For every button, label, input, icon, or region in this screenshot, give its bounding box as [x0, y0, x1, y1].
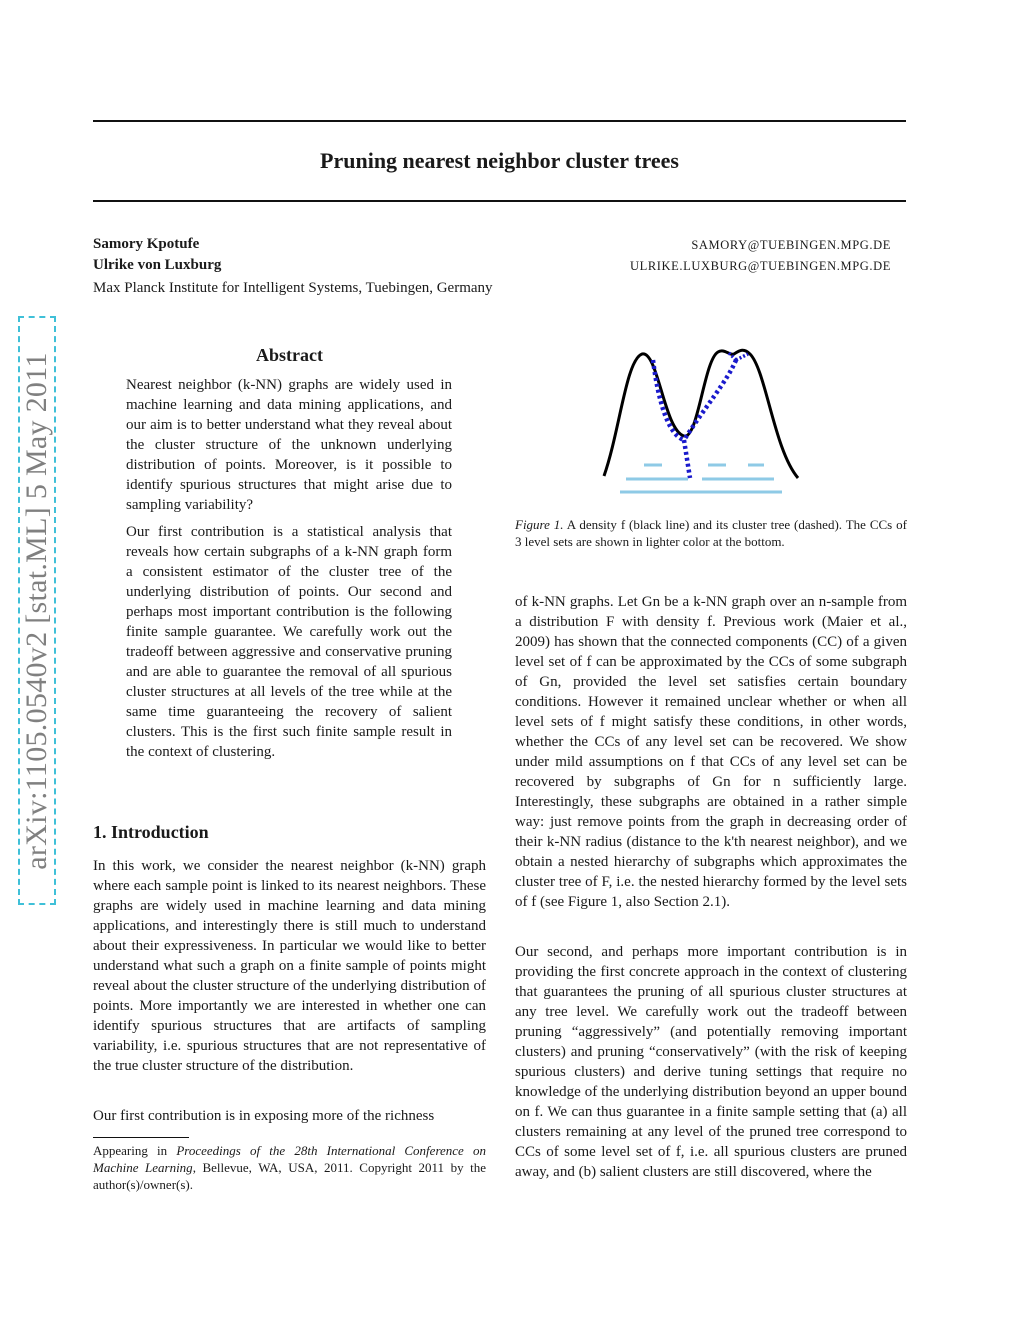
cluster-tree-left-branch — [653, 360, 684, 440]
footnote-suffix: , Bellevue, WA, USA, 2011. Copyright 2011 by the author(s)/owner(s). — [93, 1160, 486, 1192]
figure-1-density-plot — [598, 340, 818, 500]
author-name-1: Samory Kpotufe — [93, 236, 200, 252]
figure-caption-text: A density f (black line) and its cluster tree (dashed). The CCs of 3 level sets are shown in lighter color at the bottom. — [515, 517, 907, 549]
footnote — [93, 1142, 486, 1193]
author-email-2[interactable]: ULRIKE.LUXBURG@TUEBINGEN.MPG.DE — [629, 259, 891, 273]
cluster-tree-trunk — [684, 440, 690, 478]
figure-label: Figure 1. — [515, 517, 564, 532]
figure-1-caption — [515, 516, 907, 550]
footnote-venue: Proceedings of the 28th International Conference on Machine Learning — [93, 1143, 486, 1175]
abstract-paragraph-2: Our first contribution is a statistical analysis that reveals how certain subgraphs of a k-NN graph form a consistent estimator of the cluster tree of the underlying distribution of points. Our second and perhaps most important contribution is the following finite sample guarantee. We carefully work out the tradeoff between aggressive and conservative pruning and are able to guarantee the removal of all spurious cluster structures at all levels of the tree while at the same time guaranteeing the recovery of salient clusters. This is the first such finite sample result in the context of clustering. — [126, 524, 452, 760]
right-paragraph-2: Our second, and perhaps more important contribution is in providing the first concrete approach in the context of clustering that guarantees the pruning of all spurious cluster structures at any tree level. We carefully work out the tradeoff between pruning “aggressively” (and potentially removing important clusters) and pruning “conservatively” (with the risk of keeping spurious clusters) and derive tuning settings that require no knowledge of the underlying distribution beyond an upper bound on f. We can thus guarantee in a finite sample setting that (a) all clusters remaining at any level of the pruned tree correspond to CCs of some level set of f, i.e. all spurious clusters are pruned away, and (b) salient clusters are still discovered, where the — [515, 944, 907, 1180]
intro-paragraph-1: In this work, we consider the nearest neighbor (k-NN) graph where each sample point is linked to its nearest neighbors. These graphs are widely used in machine learning and data mining applications, and interestingly there is still much to understand about their expressiveness. In particular we would like to better understand what such a graph on a finite sample of points might reveal about the cluster structure of the underlying distribution of points. More importantly we are interested in whether one can identify spurious structures that are artifacts of sampling variability, i.e. spurious structures that are not representative of the true cluster structure of the distribution. — [93, 858, 486, 1074]
arxiv-stamp-text: arXiv:1105.0540v2 [stat.ML] 5 May 2011 — [20, 351, 53, 870]
abstract-paragraph-1: Nearest neighbor (k-NN) graphs are widely used in machine learning and data mining applications, and our aim is to better understand what they reveal about the cluster structure of the unknown underlying distribution of points. Moreover, is it possible to identify spurious structures that might arise due to sampling variability? — [126, 377, 452, 513]
footnote-prefix: Appearing in — [93, 1143, 177, 1158]
density-curve — [604, 350, 798, 478]
intro-paragraph-2: Our first contribution is in exposing more of the richness — [93, 1108, 435, 1124]
section-heading-introduction: 1. Introduction — [93, 822, 209, 842]
arxiv-stamp[interactable] — [18, 316, 56, 905]
right-paragraph-1: of k-NN graphs. Let Gn be a k-NN graph over an n-sample from a distribution F with density f. Previous work (Maier et al., 2009) has shown that the connected components (CC) of a given level set of f can be approximated by the CCs of some subgraph of Gn, provided the level set satisfies certain boundary conditions. However it remained unclear whether or when all level sets of f might satisfy these conditions, in other words, whether the CCs of any level set can be recovered. We show under mild assumptions on f that CCs of any level set can be recovered by subgraphs of Gn for n sufficiently large. Interestingly, these subgraphs are obtained in a rather simple way: just remove points from the graph in decreasing order of their k-NN radius (distance to the k'th nearest neighbor), and we obtain a nested hierarchy of subgraphs which approximates the cluster tree of F, i.e. the nested hierarchy formed by the level sets of f (see Figure 1, also Section 2.1). — [515, 594, 907, 910]
footnote-rule — [93, 1137, 189, 1138]
abstract-heading: Abstract — [256, 345, 323, 365]
paper-title: Pruning nearest neighbor cluster trees — [320, 148, 679, 173]
author-email-1[interactable]: SAMORY@TUEBINGEN.MPG.DE — [691, 238, 891, 252]
title-bottom-rule — [93, 200, 906, 202]
affiliation: Max Planck Institute for Intelligent Systems, Tuebingen, Germany — [93, 280, 493, 296]
top-rule — [93, 120, 906, 122]
author-name-2: Ulrike von Luxburg — [93, 257, 222, 273]
